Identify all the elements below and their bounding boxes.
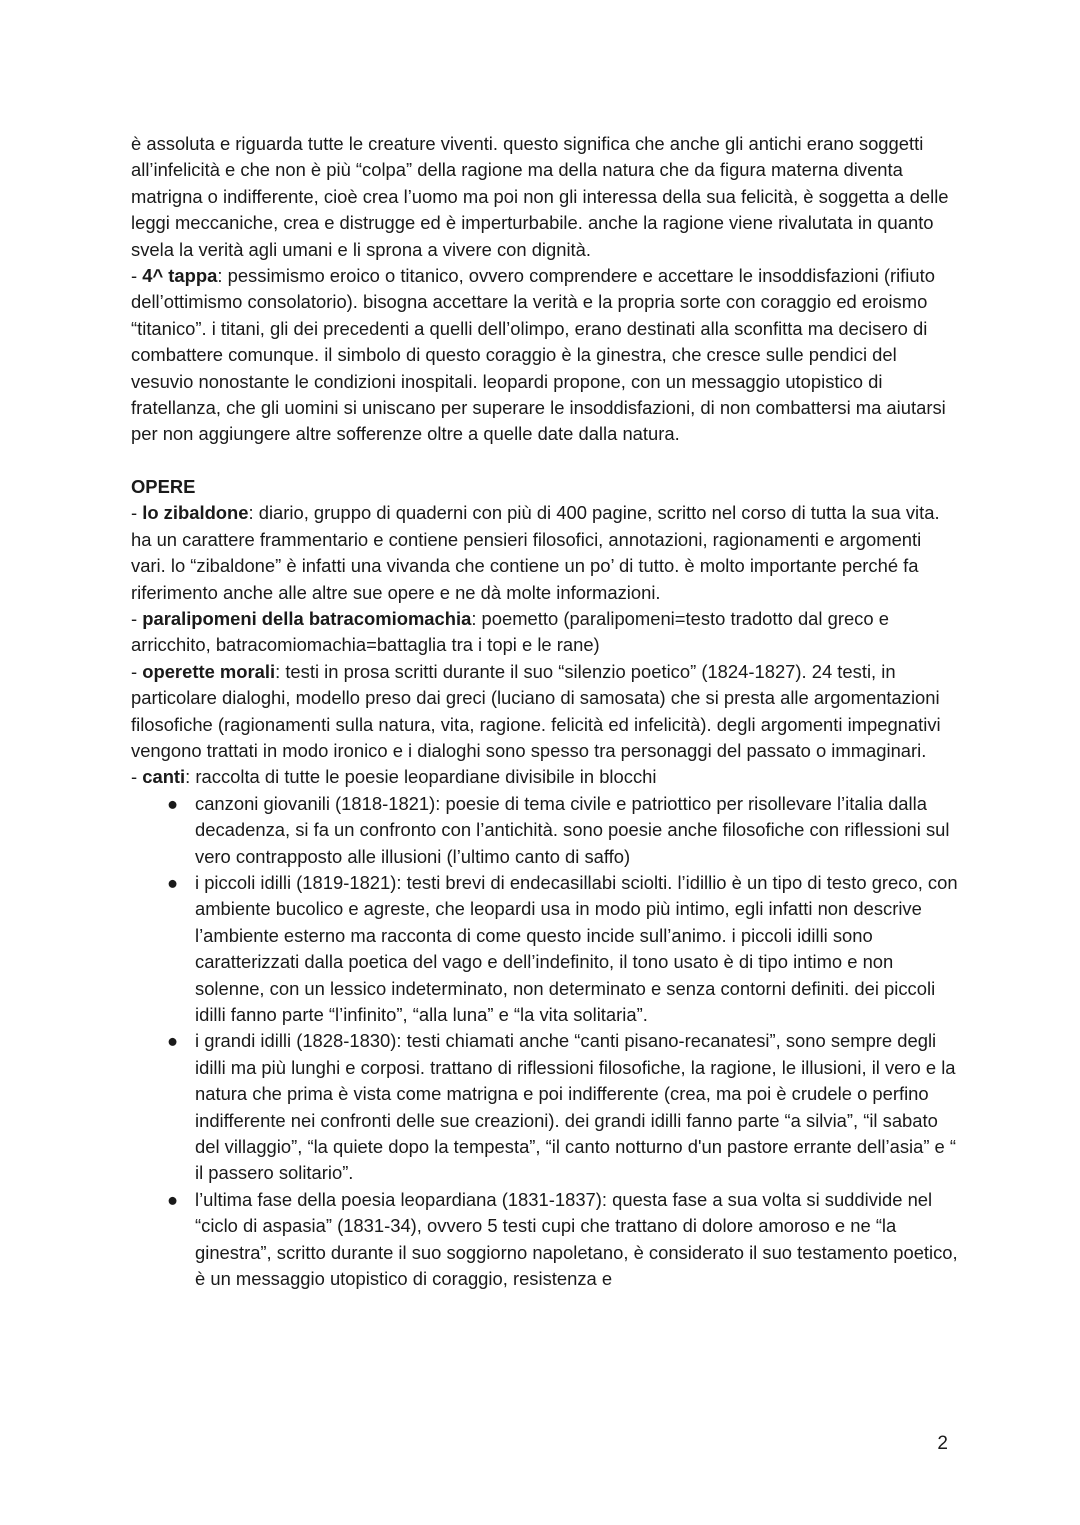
list-item: ● i piccoli idilli (1819-1821): testi brevi di endecasillabi sciolti. l’idillio è un tipo di testo greco, con ambiente bucolico e agreste, che leopardi usa in modo più intimo, egli infatti non descrive l’ambiente esterno ma racconta di come questo incide sull’animo. i piccoli idilli sono caratterizzati dalla poetica del vago e dell’indefinito, il tono usato è di tipo intimo e non solenne, con un lessico indeterminato, non determinato e senza contorni definiti. dei piccoli idilli fanno parte “l’infinito”, “alla luna” e “la vita solitaria”. <box>167 871 958 1025</box>
document-body <box>131 131 961 1292</box>
list-item: ● l’ultima fase della poesia leopardiana (1831-1837): questa fase a sua volta si suddivide nel “ciclo di aspasia” (1831-34), ovvero 5 testi cupi che trattano di dolore amoroso e ne “la ginestra”, scritto durante il suo soggiorno napoletano, è considerato il suo testamento poetico, è un messaggio utopistico di coraggio, resistenza e <box>167 1188 958 1290</box>
tappa-4-label: 4^ tappa <box>142 265 218 287</box>
opere-item-label: paralipomeni della batracomiomachia <box>142 607 472 629</box>
canti-bullet-list <box>131 791 961 1293</box>
intro-paragraph: è assoluta e riguarda tutte le creature viventi. questo significa che anche gli antichi erano soggetti all’infelicità e che non è più “colpa” della ragione ma della natura che da figura materna diventa matrigna o indifferente, cioè crea l’uomo ma poi non gli interessa della sua felicità, è soggetta a delle leggi meccaniche, crea e distrugge ed è imperturbabile. anche la ragione viene rivalutata in quanto svela la verità agli umani e li sprona a vivere con dignità. <box>131 133 949 260</box>
opere-item-operette-morali: - operette morali: testi in prosa scritti durante il suo “silenzio poetico” (1824-1827). 24 testi, in particolare dialoghi, modello preso dai greci (luciano di samosata) che si presta alle argomentazioni filosofiche (ragionamenti sulla natura, vita, ragione. felicità ed infelicità). degli argomenti impegnativi vengono trattati in modo ironico e i dialoghi sono spesso tra personaggi del passato o immaginari. <box>131 660 941 761</box>
opere-item-zibaldone: - lo zibaldone: diario, gruppo di quaderni con più di 400 pagine, scritto nel corso di tutta la sua vita. ha un carattere frammentario e contiene pensieri filosofici, annotazioni, ragionamenti e argomenti vari. lo “zibaldone” è infatti una vivanda che contiene un po’ di tutto. è molto importante perché fa riferimento anche alle altre sue opere e ne dà molte informazioni. <box>131 502 940 603</box>
tappa-4-text: : pessimismo eroico o titanico, ovvero comprendere e accettare le insoddisfazioni (rifiuto dell’ottimismo consolatorio). bisogna accettare la verità e la propria sorte con coraggio ed eroismo “titanico”. i titani, gli dei precedenti a quelli dell’olimpo, erano destinati alla sconfitta ma decisero di combattere comunque. il simbolo di questo coraggio è la ginestra, che cresce sulle pendici del vesuvio nonostante le condizioni inospitali. leopardi propone, con un messaggio utopistico di fratellanza, che gli uomini si uniscano per superare le insoddisfazioni, di non combattersi ma aiutarsi per non aggiungere altre sofferenze oltre a quelle date dalla natura. <box>131 265 946 445</box>
bullet-icon: ● <box>167 1188 179 1210</box>
opere-item-text: : testi in prosa scritti durante il suo “silenzio poetico” (1824-1827). 24 testi, in particolare dialoghi, modello preso dai greci (luciano di samosata) che si presta alle argomentazioni filosofiche (ragionamenti sulla natura, vita, ragione. felicità ed infelicità). degli argomenti impegnativi vengono trattati in modo ironico e i dialoghi sono spesso tra personaggi del passato o immaginari. <box>131 660 941 761</box>
opere-heading: OPERE <box>131 475 196 497</box>
bullet-icon: ● <box>167 792 179 814</box>
section-gap <box>131 448 961 474</box>
opere-item-label: canti <box>142 766 186 788</box>
opere-item-text: : diario, gruppo di quaderni con più di 400 pagine, scritto nel corso di tutta la sua vita. ha un carattere frammentario e contiene pensieri filosofici, annotazioni, ragionamenti e argomenti vari. lo “zibaldone” è infatti una vivanda che contiene un po’ di tutto. è molto importante perché fa riferimento anche alle altre sue opere e ne dà molte informazioni. <box>131 502 940 603</box>
opere-item-text: : poemetto (paralipomeni=testo tradotto dal greco e arricchito, batracomiomachia=battaglia tra i topi e le rane) <box>131 607 889 656</box>
list-item: ● canzoni giovanili (1818-1821): poesie di tema civile e patriottico per risollevare l’italia dalla decadenza, si fa un confronto con l’antichità. sono poesie anche filosofiche con riflessioni sul vero contrapposto alle illusioni (l’ultimo canto di saffo) <box>167 792 950 867</box>
page-number: 2 <box>937 1433 948 1454</box>
opere-item-canti: - canti: raccolta di tutte le poesie leopardiane divisibile in blocchi <box>131 766 657 788</box>
opere-item-paralipomeni: - paralipomeni della batracomiomachia: poemetto (paralipomeni=testo tradotto dal greco e arricchito, batracomiomachia=battaglia tra i topi e le rane) <box>131 607 889 656</box>
bullet-icon: ● <box>167 871 179 893</box>
bullet-icon: ● <box>167 1030 179 1052</box>
list-item: ● i grandi idilli (1828-1830): testi chiamati anche “canti pisano-recanatesi”, sono sempre degli idilli ma più lunghi e corposi. trattano di riflessioni filosofiche, la ragione, le illusioni, il vero e la natura che prima è vista come matrigna e poi indifferente (crea, ma poi è crudele o perfino indifferente nei confronti delle sue creazioni). dei grandi idilli fanno parte “a silvia”, “il sabato del villaggio”, “la quiete dopo la tempesta”, “il canto notturno d'un pastore errante dell’asia” e “ il passero solitario”. <box>167 1030 957 1184</box>
opere-item-text: : raccolta di tutte le poesie leopardiane divisibile in blocchi <box>185 766 657 788</box>
opere-item-label: operette morali <box>142 660 276 682</box>
opere-item-label: lo zibaldone <box>142 502 249 524</box>
tappa-4-paragraph: - 4^ tappa: pessimismo eroico o titanico, ovvero comprendere e accettare le insoddisfazioni (rifiuto dell’ottimismo consolatorio). bisogna accettare la verità e la propria sorte con coraggio ed eroismo “titanico”. i titani, gli dei precedenti a quelli dell’olimpo, erano destinati alla sconfitta ma decisero di combattere comunque. il simbolo di questo coraggio è la ginestra, che cresce sulle pendici del vesuvio nonostante le condizioni inospitali. leopardi propone, con un messaggio utopistico di fratellanza, che gli uomini si uniscano per superare le insoddisfazioni, di non combattersi ma aiutarsi per non aggiungere altre sofferenze oltre a quelle date dalla natura. <box>131 265 946 445</box>
